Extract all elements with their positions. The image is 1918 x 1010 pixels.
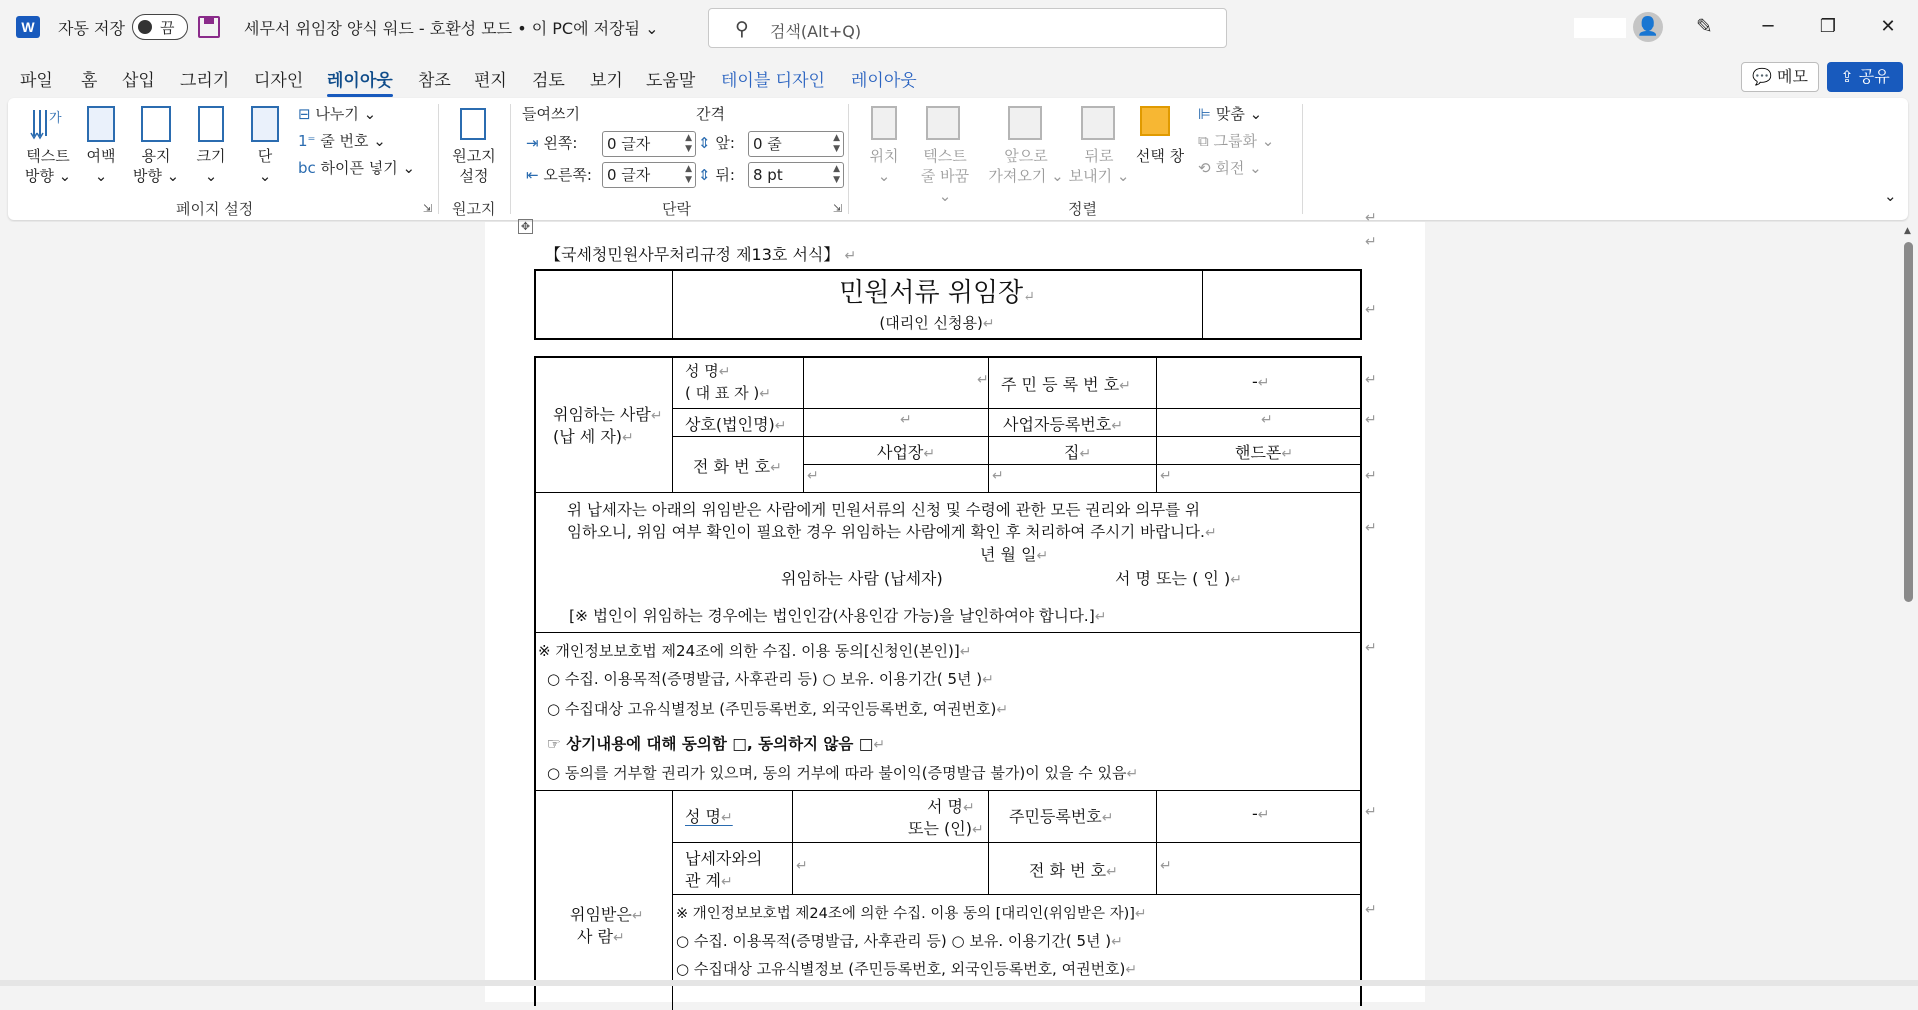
spacing-before-icon: ⇕	[698, 134, 716, 152]
company-label: 상호(법인명)↵	[685, 415, 787, 434]
row-end-marker: ↵	[1365, 302, 1377, 318]
header-note: 【국세청민원사무처리규정 제13호 서식】 ↵	[545, 245, 857, 264]
representative-label: ( 대 표 자 )↵	[685, 384, 771, 402]
tab-draw[interactable]: 그리기	[180, 71, 230, 91]
spacing-before-label: ⇕ 앞:	[698, 134, 735, 152]
relation-value-cell[interactable]: ↵	[796, 858, 808, 874]
margins-button[interactable]: 여백 ⌄	[86, 147, 116, 185]
consent-checkbox-line[interactable]: ☞ 상기내용에 대해 동의함 □, 동의하지 않음 □↵	[547, 735, 886, 753]
privacy-title: ※ 개인정보보호법 제24조에 의한 수집. 이용 동의[신청인(본인)]↵	[538, 642, 972, 660]
bring-forward-icon	[1008, 106, 1042, 140]
word-app-icon: W	[16, 16, 40, 38]
company-value-cell[interactable]: ↵	[900, 412, 912, 428]
group-separator	[1302, 104, 1303, 214]
tab-review[interactable]: 검토	[532, 71, 565, 91]
row-end-marker: ↵	[1365, 520, 1377, 536]
columns-button[interactable]: 단 ⌄	[257, 147, 273, 185]
brn-label: 사업자등록번호↵	[1003, 415, 1123, 434]
group-button[interactable]: ⧉ 그룹화 ⌄	[1198, 132, 1275, 150]
group-separator	[438, 104, 439, 214]
delegate-label-sub: 사 람↵	[577, 927, 625, 946]
tab-layout[interactable]: 레이아웃	[327, 66, 393, 91]
group-label-manuscript: 원고지	[452, 200, 496, 218]
text-direction-icon	[30, 106, 60, 140]
bring-forward-button[interactable]: 앞으로 가져오기 ⌄	[988, 147, 1064, 185]
delegate-sign-label: 서 명↵	[927, 797, 975, 816]
title-bar	[0, 0, 1918, 54]
search-placeholder: 검색(Alt+Q)	[770, 22, 862, 41]
indent-right-icon: ⇤	[526, 166, 544, 184]
table-border	[672, 842, 1362, 843]
table-border	[803, 464, 1362, 465]
delegate-name-label: 성 명↵	[685, 807, 733, 826]
user-name[interactable]	[1574, 18, 1626, 38]
signer-label: 위임하는 사람 (납세자)	[781, 569, 943, 588]
table-border	[534, 269, 536, 340]
phone-home-label: 집↵	[1064, 443, 1092, 462]
line-numbers-icon: 1⁼	[298, 132, 321, 150]
table-border	[534, 356, 536, 1006]
columns-icon	[251, 106, 279, 142]
form-subtitle: (대리인 신청용)↵	[879, 314, 995, 332]
spacing-before-input[interactable]: 0 줄 ▲ ▼	[748, 131, 844, 157]
table-border	[672, 408, 1362, 409]
align-button[interactable]: ⊫ 맞춤 ⌄	[1198, 105, 1263, 123]
search-input[interactable]	[708, 8, 1227, 48]
tab-file[interactable]: 파일	[20, 71, 53, 91]
collapse-ribbon-icon[interactable]: ⌄	[1884, 187, 1897, 205]
delegate-label: 위임받은↵	[570, 905, 644, 924]
breaks-button[interactable]: ⊟ 나누기 ⌄	[298, 105, 377, 123]
signature-label: 서 명 또는 ( 인 )↵	[1115, 569, 1242, 588]
privacy-purpose: ○ 수집. 이용목적(증명발급, 사후관리 등) ○ 보유. 이용기간( 5년 )↵	[547, 670, 994, 688]
tab-help[interactable]: 도움말	[646, 71, 696, 91]
save-icon[interactable]	[198, 16, 220, 38]
tab-home[interactable]: 홈	[81, 71, 98, 91]
scroll-up-icon[interactable]: ▲	[1904, 226, 1911, 236]
tab-mailings[interactable]: 편지	[474, 71, 507, 91]
phone-office-label: 사업장↵	[877, 443, 936, 462]
table-border	[1360, 269, 1362, 340]
date-line[interactable]: 년 월 일↵	[980, 545, 1049, 564]
indent-left-input[interactable]: 0 글자 ▲ ▼	[602, 131, 696, 157]
rotate-icon: ⟲	[1198, 159, 1216, 177]
delegator-label: 위임하는 사람↵	[553, 405, 663, 424]
table-border	[672, 356, 673, 492]
row-end-marker: ↵	[1365, 902, 1377, 918]
table-border	[534, 492, 1362, 493]
line-numbers-button[interactable]: 1⁼ 줄 번호 ⌄	[298, 132, 386, 150]
indent-left-label: ⇥ 왼쪽:	[526, 134, 578, 152]
wrap-text-icon	[926, 106, 960, 140]
manuscript-settings-button[interactable]: 원고지 설정	[452, 147, 496, 185]
text-direction-button[interactable]: 텍스트 방향 ⌄	[24, 147, 72, 185]
selection-pane-icon	[1140, 106, 1170, 136]
document-title[interactable]: 세무서 위임장 양식 워드 - 호환성 모드 • 이 PC에 저장됨 ⌄	[244, 19, 659, 38]
corporate-note: [※ 법인이 위임하는 경우에는 법인인감(사용인감 가능)을 날인하여야 합니다.]↵	[569, 607, 1107, 625]
name-label: 성 명↵	[685, 362, 731, 380]
ribbon	[8, 98, 1908, 220]
delegate-phone-label: 전 화 번 호↵	[1029, 861, 1118, 880]
table-border	[672, 894, 1362, 895]
indent-label: 들여쓰기	[522, 105, 580, 123]
group-label-arrange: 정렬	[1068, 200, 1097, 218]
wrap-text-button[interactable]: 텍스트 줄 바꿈 ⌄	[920, 147, 970, 205]
delegate-privacy-items: ○ 수집대상 고유식별정보 (주민등록번호, 외국인등록번호, 여권번호)↵	[676, 960, 1138, 978]
phone-home-cell[interactable]: ↵	[992, 468, 1004, 484]
row-end-marker: ↵	[1365, 372, 1377, 388]
row-end-marker: ↵	[1365, 234, 1377, 250]
table-border	[534, 790, 1362, 791]
group-icon: ⧉	[1198, 132, 1214, 150]
avatar[interactable]: 👤	[1633, 12, 1663, 42]
group-label-page-setup: 페이지 설정	[176, 200, 254, 218]
tab-insert[interactable]: 삽입	[122, 71, 155, 91]
vertical-scrollbar[interactable]	[1900, 222, 1918, 986]
delegate-rrn-value[interactable]: -↵	[1252, 804, 1270, 823]
group-separator	[848, 104, 849, 214]
size-icon	[198, 106, 224, 142]
phone-label: 전 화 번 호↵	[693, 457, 782, 476]
breaks-icon: ⊟	[298, 105, 316, 123]
group-label-paragraph: 단락	[662, 200, 691, 218]
tab-view[interactable]: 보기	[590, 71, 623, 91]
spacing-after-icon: ⇕	[698, 166, 716, 184]
row-end-marker: ↵	[1365, 804, 1377, 820]
tab-design[interactable]: 디자인	[254, 71, 304, 91]
send-backward-icon	[1081, 106, 1115, 140]
position-button[interactable]: 위치 ⌄	[869, 147, 899, 185]
autosave-state: 끔	[160, 19, 175, 37]
spacing-after-input[interactable]: 8 pt ▲ ▼	[748, 162, 844, 188]
form-title: 민원서류 위임장↵	[839, 278, 1035, 308]
row-end-marker: ↵	[1365, 210, 1377, 226]
page-setup-launcher-icon[interactable]: ⇲	[423, 202, 433, 215]
privacy-items: ○ 수집대상 고유식별정보 (주민등록번호, 외국인등록번호, 여권번호)↵	[547, 700, 1009, 718]
table-border	[803, 356, 804, 492]
orientation-icon	[141, 106, 171, 142]
document-page[interactable]	[485, 210, 1425, 1002]
designer-pen-icon[interactable]: ✎	[1696, 14, 1713, 38]
delegate-sign-label-sub: 또는 (인)↵	[908, 819, 984, 838]
name-value-cell[interactable]: ↵	[977, 372, 989, 388]
delegate-privacy-purpose: ○ 수집. 이용목적(증명발급, 사후관리 등) ○ 보유. 이용기간( 5년 )↵	[676, 932, 1123, 950]
row-end-marker: ↵	[1365, 468, 1377, 484]
table-border	[1156, 356, 1157, 492]
table-border	[534, 269, 1362, 271]
table-border	[534, 356, 1362, 358]
tab-table-layout[interactable]: 레이아웃	[851, 71, 917, 91]
autosave-toggle[interactable]	[132, 14, 188, 40]
rrn-value[interactable]: -↵	[1252, 372, 1270, 391]
row-end-marker: ↵	[1365, 412, 1377, 428]
group-separator	[510, 104, 511, 214]
margins-icon	[87, 106, 115, 142]
row-end-marker: ↵	[1365, 640, 1377, 656]
comments-button[interactable]: 💬 메모	[1741, 62, 1819, 92]
svg-text:가: 가	[49, 111, 62, 126]
table-border	[672, 790, 673, 1010]
delegate-privacy-title: ※ 개인정보보호법 제24조에 의한 수집. 이용 동의 [대리인(위임받은 자)]↵	[676, 906, 1147, 922]
table-border	[1360, 356, 1362, 1006]
autosave-label: 자동 저장	[58, 19, 125, 38]
restore-button[interactable]: ❐	[1819, 16, 1837, 37]
brn-value-cell[interactable]: ↵	[1261, 412, 1273, 428]
document-canvas	[0, 210, 1900, 982]
minimize-button[interactable]: ─	[1762, 16, 1774, 37]
position-icon	[871, 106, 897, 140]
status-bar-edge	[0, 980, 1918, 986]
delegator-label-sub: (납 세 자)↵	[553, 427, 634, 446]
paragraph-launcher-icon[interactable]: ⇲	[833, 202, 843, 215]
phone-mobile-cell[interactable]: ↵	[1160, 468, 1172, 484]
toggle-knob	[138, 20, 152, 34]
align-icon: ⊫	[1198, 105, 1216, 123]
hyphenation-icon: bc	[298, 159, 321, 177]
phone-mobile-label: 핸드폰↵	[1235, 443, 1294, 462]
table-border	[534, 632, 1362, 633]
manuscript-icon	[460, 108, 486, 140]
table-border	[534, 338, 1362, 340]
delegate-phone-cell[interactable]: ↵	[1160, 858, 1172, 874]
refuse-note: ○ 동의를 거부할 권리가 있으며, 동의 거부에 따라 불이익(증명발급 불가)이 있을 수 있음↵	[547, 764, 1139, 782]
phone-office-cell[interactable]: ↵	[807, 468, 819, 484]
close-button[interactable]: ✕	[1880, 16, 1896, 37]
search-icon: ⚲	[735, 18, 749, 40]
hyphenation-button[interactable]: bc 하이픈 넣기 ⌄	[298, 159, 416, 177]
selection-pane-button[interactable]: 선택 창	[1135, 147, 1185, 165]
rrn-label: 주 민 등 록 번 호↵	[1001, 375, 1131, 394]
share-button[interactable]: ⇪ 공유	[1827, 62, 1903, 92]
spacing-after-label: ⇕ 뒤:	[698, 166, 735, 184]
orientation-button[interactable]: 용지 방향 ⌄	[132, 147, 180, 185]
ribbon-tabs	[0, 60, 1918, 96]
tab-references[interactable]: 참조	[418, 71, 451, 91]
delegate-rrn-label: 주민등록번호↵	[1009, 807, 1114, 826]
tab-table-design[interactable]: 테이블 디자인	[721, 71, 825, 91]
send-backward-button[interactable]: 뒤로 보내기 ⌄	[1068, 147, 1130, 185]
relation-label: 납세자와의	[685, 849, 763, 868]
statement-line-1: 위 납세자는 아래의 위임받은 사람에게 민원서류의 신청 및 수령에 관한 모든 권리와 의무를 위	[567, 501, 1201, 519]
indent-right-input[interactable]: 0 글자 ▲ ▼	[602, 162, 696, 188]
size-button[interactable]: 크기 ⌄	[196, 147, 226, 185]
statement-line-2: 임하오니, 위임 여부 확인이 필요한 경우 위임하는 사람에게 확인 후 처리하여 주시기 바랍니다.↵	[567, 523, 1217, 541]
scrollbar-thumb[interactable]	[1904, 242, 1913, 602]
table-move-handle-icon[interactable]: ✥	[518, 219, 533, 234]
relation-label-sub: 관 계↵	[685, 871, 733, 890]
indent-right-label: ⇤ 오른쪽:	[526, 166, 592, 184]
spacing-label: 간격	[696, 105, 725, 123]
rotate-button[interactable]: ⟲ 회전 ⌄	[1198, 159, 1262, 177]
table-border	[672, 436, 1362, 437]
indent-left-icon: ⇥	[526, 134, 544, 152]
